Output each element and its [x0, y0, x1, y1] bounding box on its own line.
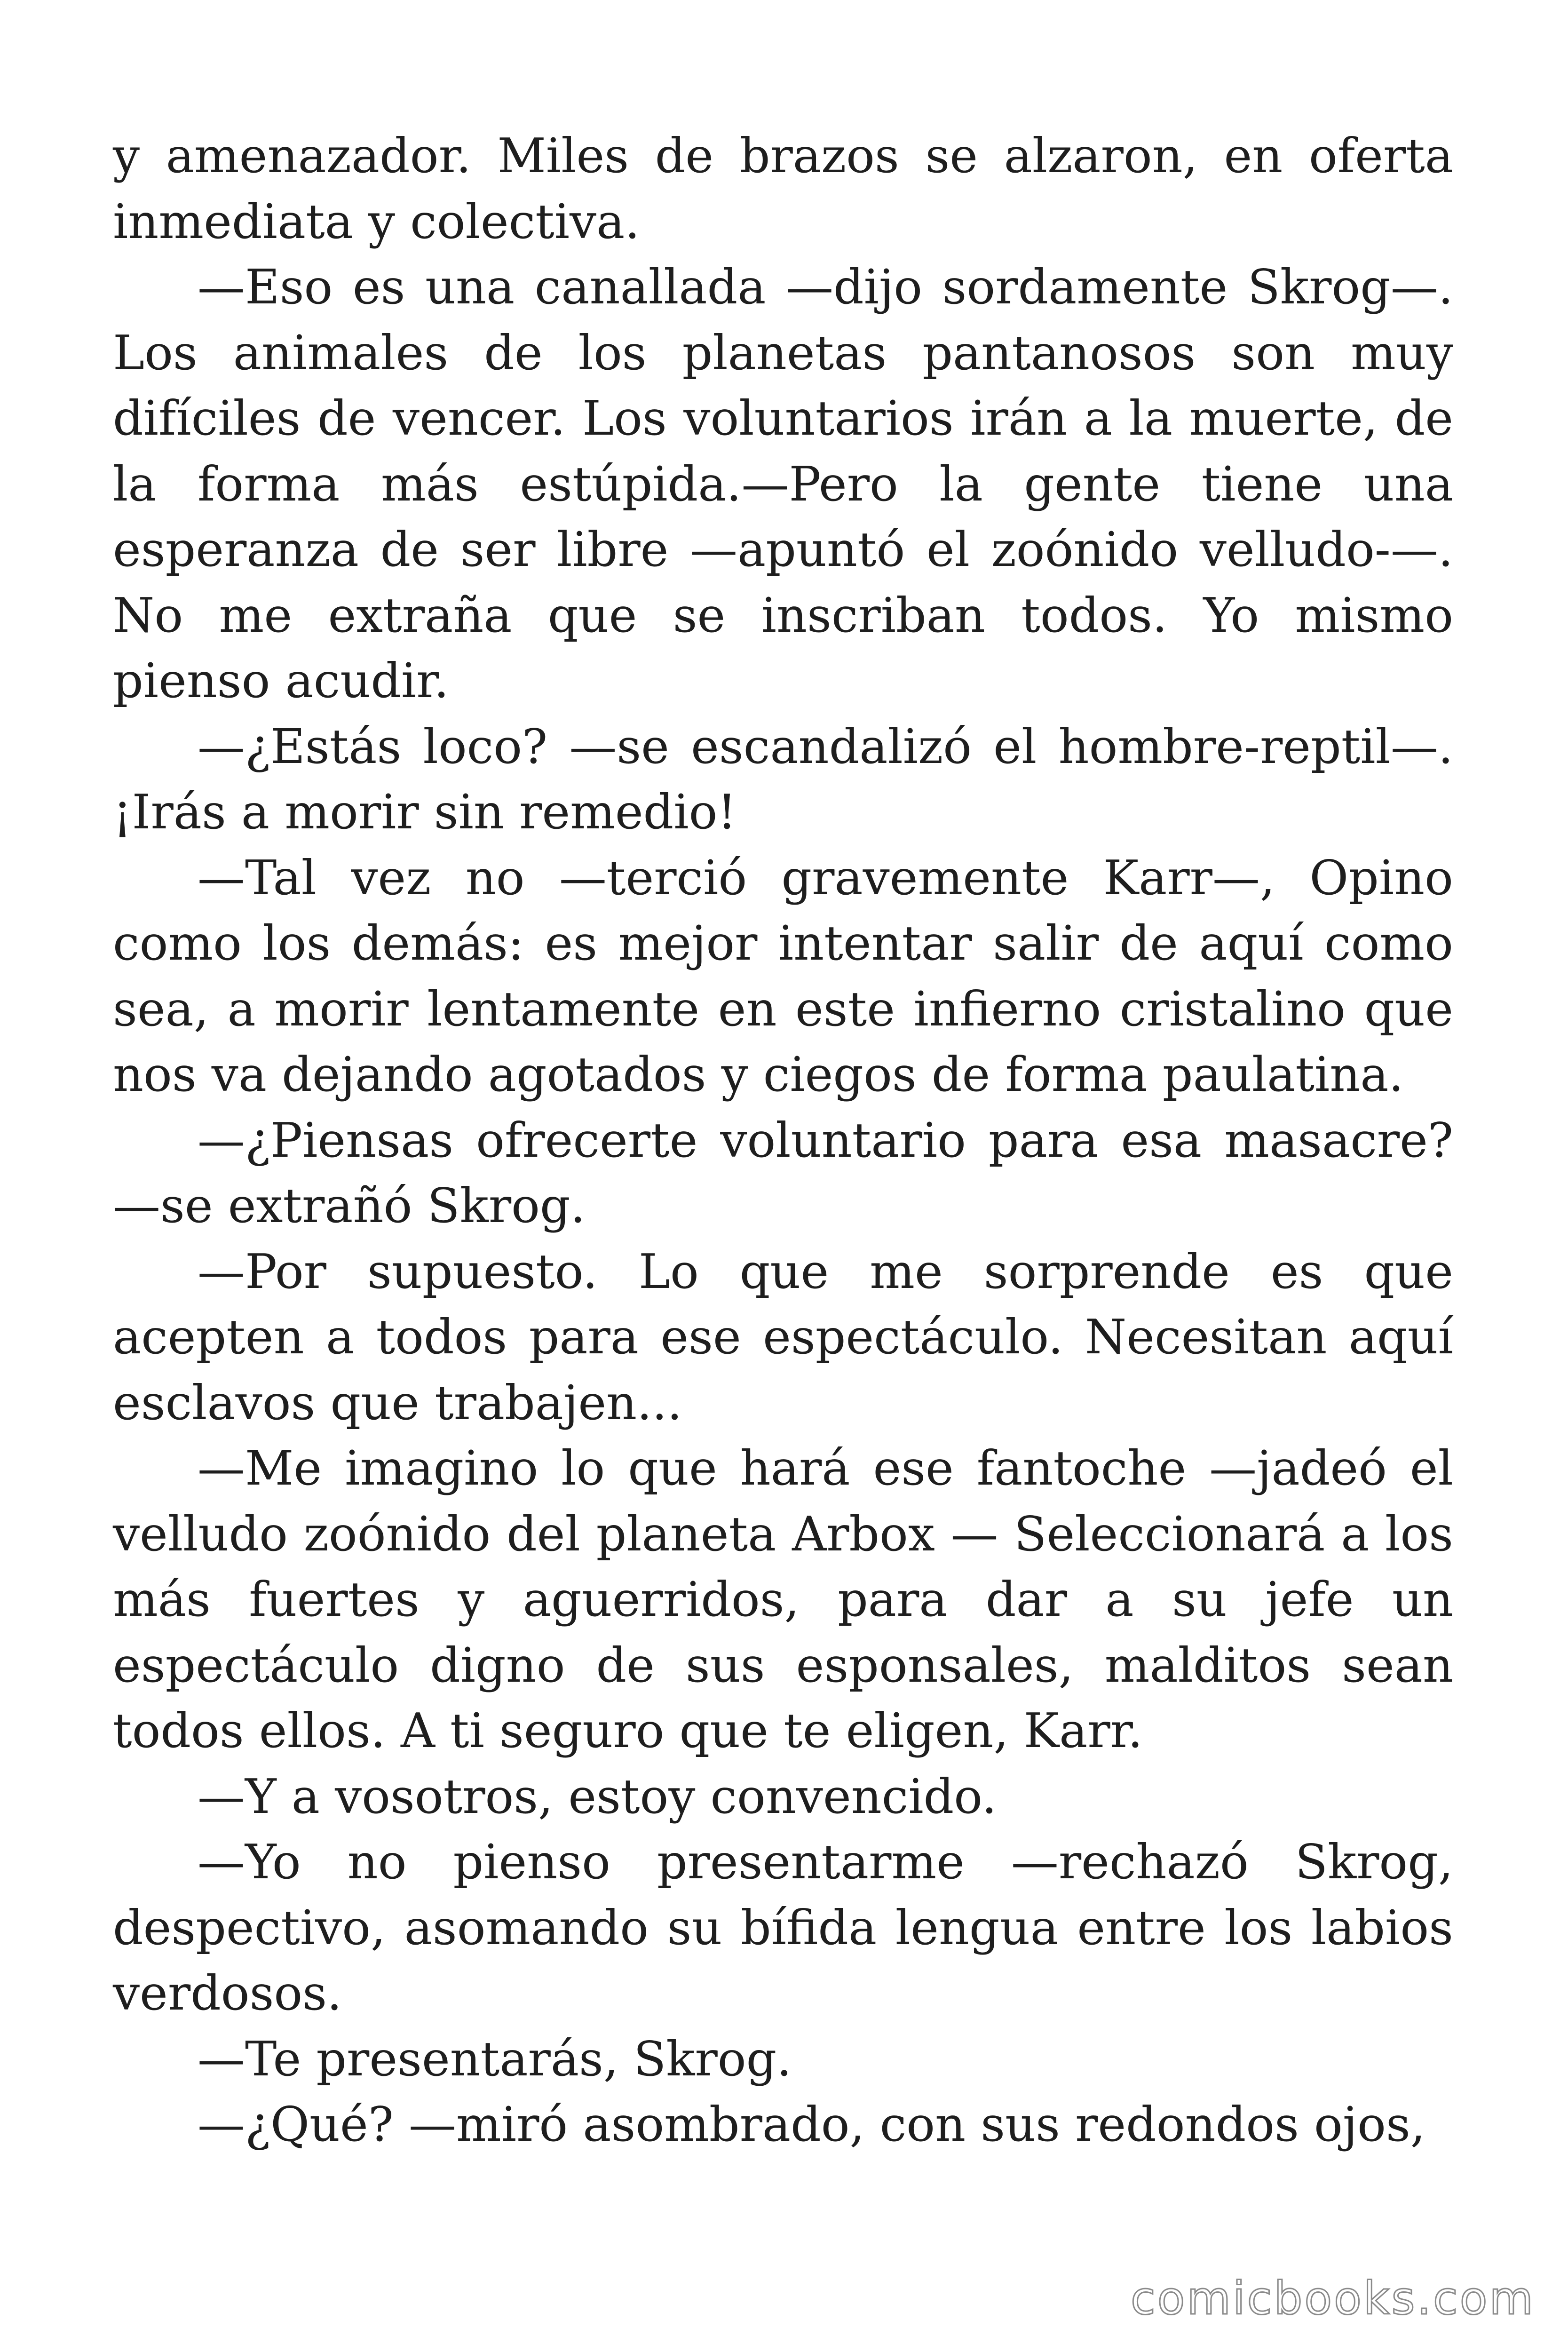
paragraph-11: —¿Qué? —miró asombrado, con sus redondos ojos,	[198, 2097, 1425, 2152]
paragraph-10: —Te presentarás, Skrog.	[198, 2031, 792, 2087]
paragraph-2: —Eso es una canallada —dijo sordamente Skrog—. Los animales de los planetas pantanosos son muy difíciles de vencer. Los voluntarios irán a la muerte, de la forma más estúpida.—Pero la gente tiene una esperanza de ser libre —apuntó el zoónido velludo-—. No me extraña que se inscriban todos. Yo mismo pienso acudir.	[113, 259, 1453, 708]
paragraph-6: —Por supuesto. Lo que me sorprende es que acepten a todos para ese espectáculo. Necesitan aquí esclavos que trabajen...	[113, 1243, 1453, 1430]
paragraph-5: —¿Piensas ofrecerte voluntario para esa masacre? —se extrañó Skrog.	[113, 1112, 1453, 1233]
body-text	[113, 123, 1453, 2158]
paragraph-8: —Y a vosotros, estoy convencido.	[198, 1768, 997, 1824]
paragraph-3: —¿Estás loco? —se escandalizó el hombre-reptil—. ¡Irás a morir sin remedio!	[113, 718, 1453, 840]
paragraph-9: —Yo no pienso presentarme —rechazó Skrog, despectivo, asomando su bífida lengua entre los labios verdosos.	[113, 1834, 1453, 2021]
paragraph-7: —Me imagino lo que hará ese fantoche —jadeó el velludo zoónido del planeta Arbox — Seleccionará a los más fuertes y aguerridos, para dar a su jefe un espectáculo digno de sus esponsales, malditos sean todos ellos. A ti seguro que te eligen, Karr.	[113, 1440, 1453, 1758]
paragraph-4: —Tal vez no —terció gravemente Karr—, Opino como los demás: es mejor intentar salir de aquí como sea, a morir lentamente en este infierno cristalino que nos va dejando agotados y ciegos de forma paulatina.	[113, 850, 1453, 1102]
watermark: comicbooks.com	[1130, 2272, 1535, 2325]
paragraph-1: y amenazador. Miles de brazos se alzaron, en oferta inmediata y colectiva.	[113, 128, 1453, 249]
